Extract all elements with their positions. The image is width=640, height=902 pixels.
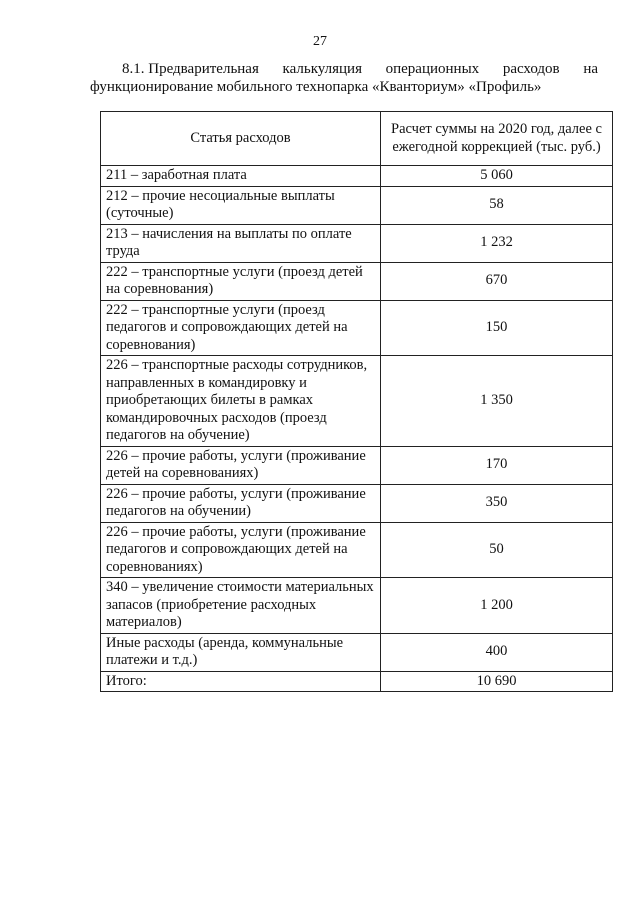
- heading-word: расходов: [502, 61, 560, 77]
- column-header-amount: Расчет суммы на 2020 год, далее с ежегодной коррекцией (тыс. руб.): [381, 112, 613, 166]
- row-expense-item: 213 – начисления на выплаты по оплате труда: [101, 224, 381, 262]
- row-amount: 1 350: [381, 356, 613, 447]
- row-expense-item: 340 – увеличение стоимости материальных запасов (приобретение расходных материалов): [101, 578, 381, 634]
- column-header-item: Статья расходов: [101, 112, 381, 166]
- heading-line-2: функционирование мобильного технопарка «Кванториум» «Профиль»: [90, 79, 542, 95]
- total-amount: 10 690: [381, 671, 613, 692]
- row-expense-item: Иные расходы (аренда, коммунальные платежи и т.д.): [101, 633, 381, 671]
- row-amount: 5 060: [381, 166, 613, 187]
- total-label: Итого:: [101, 671, 381, 692]
- row-expense-item: 226 – транспортные расходы сотрудников, направленных в командировку и приобретающих билеты в рамках командировочных расходов (проезд педагогов на обучение): [101, 356, 381, 447]
- table-row: [101, 166, 613, 187]
- table-row: [101, 484, 613, 522]
- table-row: [101, 186, 613, 224]
- row-expense-item: 211 – заработная плата: [101, 166, 381, 187]
- table-row: [101, 300, 613, 356]
- table-row: [101, 356, 613, 447]
- table-header-row: [101, 112, 613, 166]
- row-amount: 1 232: [381, 224, 613, 262]
- heading-word: на: [583, 61, 598, 77]
- row-expense-item: 212 – прочие несоциальные выплаты (суточные): [101, 186, 381, 224]
- row-amount: 400: [381, 633, 613, 671]
- table-total-row: [101, 671, 613, 692]
- row-amount: 50: [381, 522, 613, 578]
- table-row: [101, 262, 613, 300]
- row-expense-item: 226 – прочие работы, услуги (проживание педагогов на обучении): [101, 484, 381, 522]
- row-amount: 170: [381, 446, 613, 484]
- table-row: [101, 578, 613, 634]
- section-heading: [90, 60, 598, 96]
- heading-line-1: [100, 60, 598, 78]
- row-expense-item: 222 – транспортные услуги (проезд детей на соревнования): [101, 262, 381, 300]
- row-expense-item: 222 – транспортные услуги (проезд педагогов и сопровождающих детей на соревнования): [101, 300, 381, 356]
- heading-word: калькуляция: [282, 61, 362, 77]
- heading-word: 8.1. Предварительная: [122, 61, 259, 77]
- row-expense-item: 226 – прочие работы, услуги (проживание детей на соревнованиях): [101, 446, 381, 484]
- row-amount: 670: [381, 262, 613, 300]
- table-body: [101, 166, 613, 672]
- table-row: [101, 522, 613, 578]
- row-amount: 1 200: [381, 578, 613, 634]
- table-row: [101, 224, 613, 262]
- row-amount: 150: [381, 300, 613, 356]
- row-expense-item: 226 – прочие работы, услуги (проживание педагогов и сопровождающих детей на соревнованиях): [101, 522, 381, 578]
- row-amount: 350: [381, 484, 613, 522]
- cost-table: [100, 111, 613, 692]
- table-row: [101, 446, 613, 484]
- heading-word: операционных: [385, 61, 480, 77]
- table-row: [101, 633, 613, 671]
- page-number: 27: [313, 34, 327, 49]
- row-amount: 58: [381, 186, 613, 224]
